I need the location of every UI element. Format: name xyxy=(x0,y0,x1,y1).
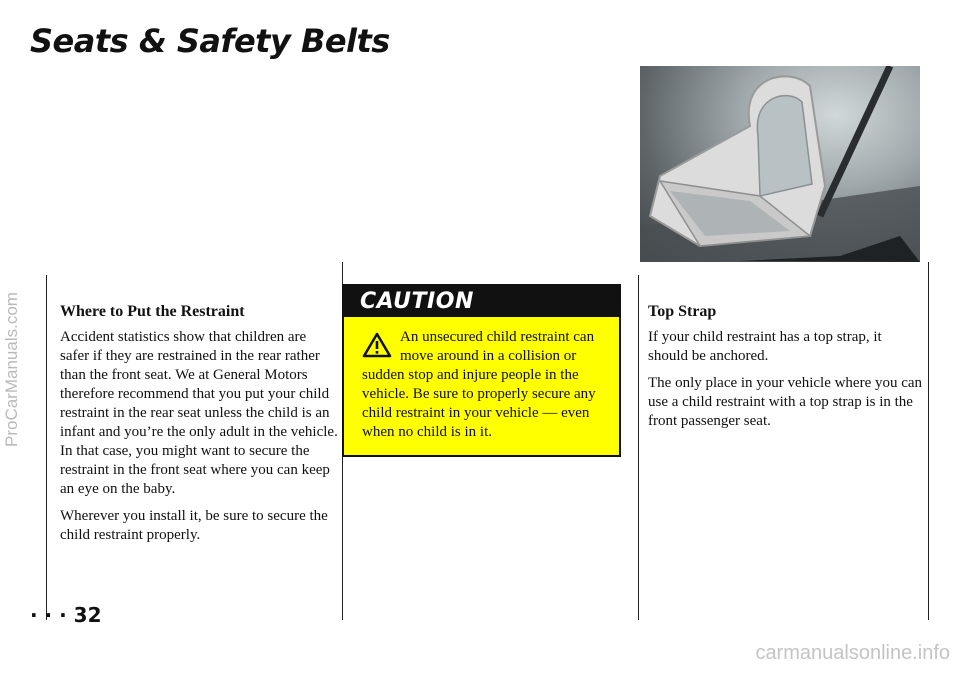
paragraph: Wherever you install it, be sure to secure the child restraint properly. xyxy=(60,508,328,543)
left-column xyxy=(60,302,338,553)
column-divider-right xyxy=(638,275,639,620)
side-watermark: ProCarManuals.com xyxy=(2,292,21,448)
child-seat-photo xyxy=(640,66,920,262)
footer-watermark: carmanualsonline.info xyxy=(755,642,950,664)
caution-body xyxy=(344,317,619,442)
section-heading: Top Strap xyxy=(648,303,717,320)
child-seat-illustration xyxy=(640,66,920,262)
section-heading: Where to Put the Restraint xyxy=(60,303,245,320)
right-column xyxy=(648,302,924,439)
column-divider-left xyxy=(46,275,47,620)
caution-text: An unsecured child restraint can move around in a collision or sudden stop and injure people in the vehicle. Be sure to properly secure any child restraint in your vehicle — even when no child is in it. xyxy=(362,329,596,440)
caution-header: CAUTION xyxy=(344,286,619,317)
page-number: · · · 32 xyxy=(30,603,102,627)
paragraph: If your child restraint has a top strap, it should be anchored. xyxy=(648,329,882,364)
caution-box xyxy=(342,284,621,457)
paragraph: The only place in your vehicle where you can use a child restraint with a top strap is in the front passenger seat. xyxy=(648,375,923,429)
page-title: Seats & Safety Belts xyxy=(30,22,390,60)
column-divider-far-right xyxy=(928,262,929,620)
paragraph: Accident statistics show that children are safer if they are restrained in the rear rather than the front seat. We at General Motors therefore recommend that you put your child restraint in the rear seat unless the child is an infant and you’re the only adult in the vehicle. In that case, you might want to secure the restraint in the front seat where you can keep an eye on the baby. xyxy=(60,329,338,497)
warning-triangle-icon xyxy=(362,332,392,358)
